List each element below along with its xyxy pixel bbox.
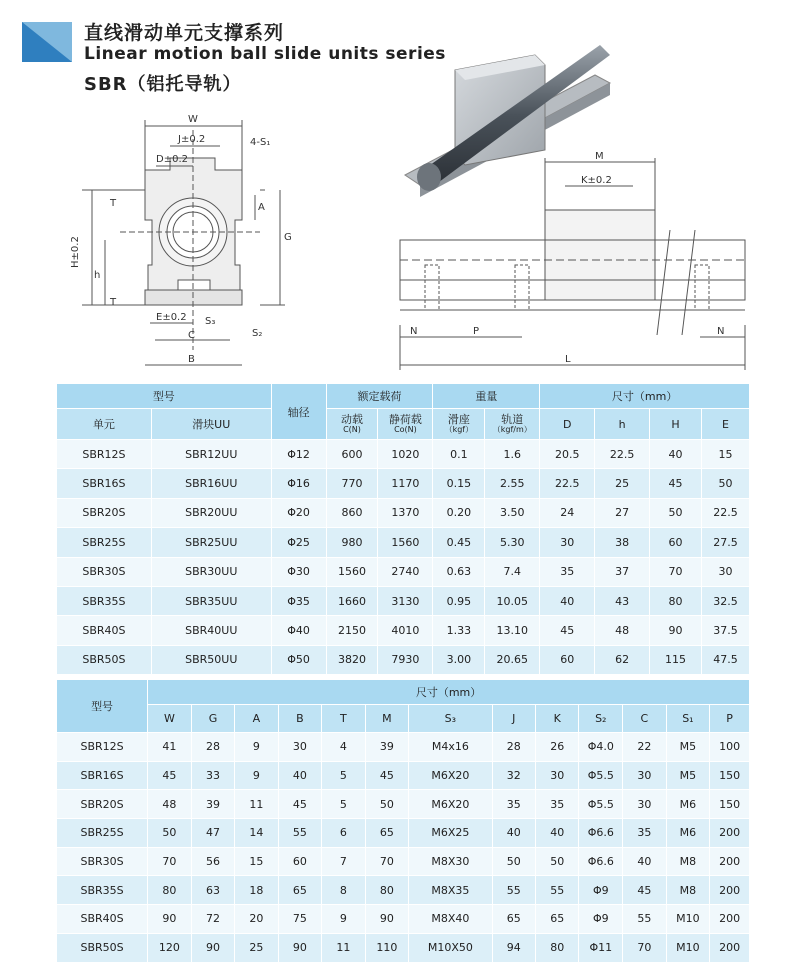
table-cell: 40 [650, 440, 702, 469]
table-cell: 27.5 [701, 528, 749, 557]
table-cell: 28 [492, 733, 535, 762]
column-header: K [535, 705, 578, 733]
table-cell: SBR12S [57, 440, 152, 469]
table-cell: 30 [623, 790, 666, 819]
dim-S2: S₂ [252, 328, 263, 339]
header-load: 额定载荷 [326, 384, 433, 409]
table-cell: M6 [666, 819, 710, 848]
table-cell: M6X20 [409, 761, 492, 790]
table-row [57, 586, 750, 615]
table-cell: 45 [278, 790, 321, 819]
table-cell: 3820 [326, 645, 378, 674]
table-cell: 37 [595, 557, 650, 586]
table-cell: 2.55 [485, 469, 540, 498]
table-cell: 22.5 [540, 469, 595, 498]
table-cell: 32 [492, 761, 535, 790]
table-cell: 20.65 [485, 645, 540, 674]
table-cell: M10X50 [409, 933, 492, 962]
table-cell: M5 [666, 733, 710, 762]
table-cell: 45 [540, 616, 595, 645]
table-cell: 2740 [378, 557, 433, 586]
table-cell: 14 [235, 819, 278, 848]
table-cell: 27 [595, 498, 650, 527]
table-cell: M8X30 [409, 847, 492, 876]
table-cell: 70 [148, 847, 192, 876]
table-cell: 55 [492, 876, 535, 905]
table-cell: M8 [666, 876, 710, 905]
table-row [57, 933, 750, 962]
table-cell: 3.00 [433, 645, 485, 674]
table-cell: 7.4 [485, 557, 540, 586]
table-cell: 40 [540, 586, 595, 615]
table-cell: SBR50S [57, 933, 148, 962]
table-cell: 39 [191, 790, 234, 819]
table-cell: M8X40 [409, 905, 492, 934]
table-cell: 1020 [378, 440, 433, 469]
table-cell: Φ6.6 [579, 819, 623, 848]
column-header: P [710, 705, 750, 733]
table-cell: 65 [365, 819, 409, 848]
table-cell: M6 [666, 790, 710, 819]
table-cell: 70 [623, 933, 666, 962]
table-cell: SBR25UU [151, 528, 271, 557]
table-cell: SBR12UU [151, 440, 271, 469]
table-cell: SBR35S [57, 876, 148, 905]
column-header: S₁ [666, 705, 710, 733]
table-cell: Φ9 [579, 905, 623, 934]
header-block: 滑块UU [151, 409, 271, 440]
table-cell: 1.6 [485, 440, 540, 469]
table-cell: 55 [278, 819, 321, 848]
table-cell: 3.50 [485, 498, 540, 527]
column-header: M [365, 705, 409, 733]
table-cell: 90 [650, 616, 702, 645]
column-header: C [623, 705, 666, 733]
table-cell: 48 [148, 790, 192, 819]
table-cell: 45 [650, 469, 702, 498]
column-header: G [191, 705, 234, 733]
table-cell: SBR30S [57, 847, 148, 876]
table-row [57, 905, 750, 934]
table-cell: 115 [650, 645, 702, 674]
table-row [57, 557, 750, 586]
table-cell: 0.45 [433, 528, 485, 557]
table-cell: 40 [623, 847, 666, 876]
table-cell: 22 [623, 733, 666, 762]
table-cell: 100 [710, 733, 750, 762]
table-cell: 45 [148, 761, 192, 790]
table-cell: 24 [540, 498, 595, 527]
spec-table-load [56, 383, 750, 675]
header-weight: 重量 [433, 384, 540, 409]
dim-M: M [595, 151, 604, 162]
table-row [57, 645, 750, 674]
table-cell: 35 [623, 819, 666, 848]
table-cell: 9 [235, 761, 278, 790]
table-row [57, 498, 750, 527]
table-cell: SBR40S [57, 905, 148, 934]
table-cell: 25 [595, 469, 650, 498]
table-cell: 20.5 [540, 440, 595, 469]
table-cell: 20 [235, 905, 278, 934]
table-cell: 120 [148, 933, 192, 962]
column-header: T [322, 705, 365, 733]
header-model: 型号 [57, 384, 272, 409]
table-cell: 1.33 [433, 616, 485, 645]
table-cell: 33 [191, 761, 234, 790]
table-cell: 56 [191, 847, 234, 876]
table-cell: M6X20 [409, 790, 492, 819]
dim-E: E±0.2 [156, 312, 187, 323]
table-cell: 30 [278, 733, 321, 762]
table-cell: 70 [650, 557, 702, 586]
table-cell: 0.1 [433, 440, 485, 469]
dim-T-top: T [110, 198, 117, 209]
table-cell: 8 [322, 876, 365, 905]
table-cell: 1560 [326, 557, 378, 586]
table-cell: 45 [365, 761, 409, 790]
dim-K: K±0.2 [581, 175, 612, 186]
table-cell: Φ5.5 [579, 790, 623, 819]
table-cell: Φ50 [271, 645, 326, 674]
table-cell: 15 [235, 847, 278, 876]
table-cell: 13.10 [485, 616, 540, 645]
table-cell: 0.15 [433, 469, 485, 498]
table-cell: Φ6.6 [579, 847, 623, 876]
table-cell: M8 [666, 847, 710, 876]
table-cell: 15 [701, 440, 749, 469]
table-cell: SBR25S [57, 819, 148, 848]
table-cell: 32.5 [701, 586, 749, 615]
table-row [57, 440, 750, 469]
table-cell: 26 [535, 733, 578, 762]
table-cell: 5 [322, 761, 365, 790]
table-row [57, 616, 750, 645]
table-cell: 38 [595, 528, 650, 557]
table-cell: 50 [701, 469, 749, 498]
table-cell: 1660 [326, 586, 378, 615]
dim-B: B [188, 354, 195, 365]
table-cell: SBR16S [57, 469, 152, 498]
dim-C: C [188, 330, 195, 341]
table-cell: 4010 [378, 616, 433, 645]
table-cell: 5.30 [485, 528, 540, 557]
table-cell: 200 [710, 876, 750, 905]
dim-D: D±0.2 [156, 154, 188, 165]
column-header: S₃ [409, 705, 492, 733]
column-header: S₂ [579, 705, 623, 733]
table-cell: 2150 [326, 616, 378, 645]
table-cell: 5 [322, 790, 365, 819]
column-header: A [235, 705, 278, 733]
table-cell: 40 [278, 761, 321, 790]
table-cell: 30 [623, 761, 666, 790]
table-cell: SBR30S [57, 557, 152, 586]
table-cell: 7 [322, 847, 365, 876]
table-cell: 62 [595, 645, 650, 674]
header-model-2: 型号 [57, 680, 148, 733]
table-cell: 50 [535, 847, 578, 876]
table-cell: 11 [235, 790, 278, 819]
dim-W: W [188, 114, 198, 125]
table-row [57, 819, 750, 848]
title-sbr: SBR（铝托导轨） [84, 74, 242, 95]
table-row [57, 761, 750, 790]
table-cell: 48 [595, 616, 650, 645]
spec-table-dimensions [56, 679, 750, 963]
table-cell: 50 [650, 498, 702, 527]
table-cell: 22.5 [595, 440, 650, 469]
table-cell: 35 [535, 790, 578, 819]
table-cell: M10 [666, 905, 710, 934]
table-cell: 200 [710, 933, 750, 962]
table-cell: 22.5 [701, 498, 749, 527]
table-cell: Φ16 [271, 469, 326, 498]
table-cell: 9 [322, 905, 365, 934]
header-unit: 单元 [57, 409, 152, 440]
table-cell: 0.95 [433, 586, 485, 615]
table-cell: Φ5.5 [579, 761, 623, 790]
table-cell: 50 [365, 790, 409, 819]
table-cell: Φ30 [271, 557, 326, 586]
table-cell: SBR40S [57, 616, 152, 645]
corner-triangle-icon [22, 22, 72, 62]
table-cell: 41 [148, 733, 192, 762]
dim-J: J±0.2 [178, 134, 206, 145]
table-cell: SBR30UU [151, 557, 271, 586]
dim-P: P [473, 326, 480, 337]
table-cell: 60 [540, 645, 595, 674]
table-cell: 60 [278, 847, 321, 876]
table-cell: 55 [535, 876, 578, 905]
side-view-drawing [395, 150, 795, 370]
table-cell: 0.20 [433, 498, 485, 527]
table-cell: 200 [710, 819, 750, 848]
table-cell: 37.5 [701, 616, 749, 645]
table-cell: M4x16 [409, 733, 492, 762]
table-cell: M5 [666, 761, 710, 790]
table-cell: 150 [710, 790, 750, 819]
table-cell: 35 [540, 557, 595, 586]
table-cell: 3130 [378, 586, 433, 615]
table-cell: 50 [492, 847, 535, 876]
table-cell: Φ9 [579, 876, 623, 905]
header-dims-2: 尺寸（mm） [148, 680, 750, 705]
table-cell: Φ40 [271, 616, 326, 645]
dim-T-bottom: T [110, 297, 117, 308]
header-E: E [701, 409, 749, 440]
table-cell: 860 [326, 498, 378, 527]
table-cell: SBR16S [57, 761, 148, 790]
table-cell: SBR20S [57, 790, 148, 819]
table-cell: 35 [492, 790, 535, 819]
dim-G: G [284, 232, 292, 243]
table-cell: 39 [365, 733, 409, 762]
table-cell: SBR20UU [151, 498, 271, 527]
header-h: h [595, 409, 650, 440]
table-cell: Φ12 [271, 440, 326, 469]
table-cell: 0.63 [433, 557, 485, 586]
dim-N-left: N [410, 326, 418, 337]
table-cell: 80 [535, 933, 578, 962]
column-header: J [492, 705, 535, 733]
table-cell: 63 [191, 876, 234, 905]
table-cell: 90 [278, 933, 321, 962]
dim-L: L [565, 354, 571, 365]
table-cell: M8X35 [409, 876, 492, 905]
table-cell: Φ25 [271, 528, 326, 557]
dim-h: h [94, 270, 101, 281]
table-cell: 47.5 [701, 645, 749, 674]
table-cell: Φ35 [271, 586, 326, 615]
table-cell: 40 [535, 819, 578, 848]
table-cell: Φ11 [579, 933, 623, 962]
column-header: B [278, 705, 321, 733]
table-cell: 25 [235, 933, 278, 962]
table-row [57, 733, 750, 762]
table-cell: 80 [365, 876, 409, 905]
table-cell: 770 [326, 469, 378, 498]
table-cell: 60 [650, 528, 702, 557]
table-cell: 90 [191, 933, 234, 962]
table-cell: 65 [535, 905, 578, 934]
table-cell: 90 [148, 905, 192, 934]
header-rail-weight: 轨道 （kgf/m） [485, 409, 540, 440]
header-D: D [540, 409, 595, 440]
table-cell: 6 [322, 819, 365, 848]
table-cell: 90 [365, 905, 409, 934]
header-H: H [650, 409, 702, 440]
table-cell: 18 [235, 876, 278, 905]
table-cell: 11 [322, 933, 365, 962]
table-cell: 72 [191, 905, 234, 934]
table-cell: 80 [148, 876, 192, 905]
header-dims: 尺寸（mm） [540, 384, 750, 409]
table-cell: 30 [701, 557, 749, 586]
table-row [57, 876, 750, 905]
table-cell: 10.05 [485, 586, 540, 615]
table-cell: 1560 [378, 528, 433, 557]
table-cell: SBR35S [57, 586, 152, 615]
dim-S1: 4-S₁ [250, 137, 271, 148]
dim-A: A [258, 202, 265, 213]
table-cell: 65 [492, 905, 535, 934]
title-english: Linear motion ball slide units series [84, 44, 446, 64]
table-cell: 65 [278, 876, 321, 905]
table-cell: 28 [191, 733, 234, 762]
table-cell: 75 [278, 905, 321, 934]
table-cell: 1170 [378, 469, 433, 498]
title-chinese: 直线滑动单元支撑系列 [84, 22, 285, 44]
table-row [57, 847, 750, 876]
dim-N-right: N [717, 326, 725, 337]
table-cell: 50 [148, 819, 192, 848]
header-block-weight: 滑座 （kgf） [433, 409, 485, 440]
table-cell: SBR20S [57, 498, 152, 527]
table-cell: 200 [710, 847, 750, 876]
table-cell: 150 [710, 761, 750, 790]
table-cell: SBR50UU [151, 645, 271, 674]
table-cell: 40 [492, 819, 535, 848]
table-cell: 70 [365, 847, 409, 876]
header-shaft: 轴径 [271, 384, 326, 440]
table-cell: 7930 [378, 645, 433, 674]
table-cell: SBR50S [57, 645, 152, 674]
table-cell: Φ20 [271, 498, 326, 527]
table-row [57, 790, 750, 819]
table-row [57, 528, 750, 557]
table-cell: 30 [535, 761, 578, 790]
dim-H: H±0.2 [70, 236, 81, 268]
table-cell: 200 [710, 905, 750, 934]
dim-S3: S₃ [205, 316, 216, 327]
table-cell: Φ4.0 [579, 733, 623, 762]
table-cell: SBR40UU [151, 616, 271, 645]
table-cell: 4 [322, 733, 365, 762]
table-cell: SBR35UU [151, 586, 271, 615]
table-cell: M10 [666, 933, 710, 962]
table-row [57, 469, 750, 498]
table-cell: SBR25S [57, 528, 152, 557]
table-cell: 1370 [378, 498, 433, 527]
table-cell: 600 [326, 440, 378, 469]
table-cell: 43 [595, 586, 650, 615]
table-cell: 30 [540, 528, 595, 557]
table-cell: 80 [650, 586, 702, 615]
header-dynamic: 动载 C(N) [326, 409, 378, 440]
table-cell: 980 [326, 528, 378, 557]
header-static: 静荷载 Co(N) [378, 409, 433, 440]
cross-section-drawing [60, 100, 360, 370]
table-cell: 9 [235, 733, 278, 762]
table-cell: 45 [623, 876, 666, 905]
table-cell: SBR16UU [151, 469, 271, 498]
table-cell: SBR12S [57, 733, 148, 762]
table-cell: M6X25 [409, 819, 492, 848]
table-cell: 55 [623, 905, 666, 934]
table-cell: 47 [191, 819, 234, 848]
table-cell: 110 [365, 933, 409, 962]
table-cell: 94 [492, 933, 535, 962]
column-header: W [148, 705, 192, 733]
